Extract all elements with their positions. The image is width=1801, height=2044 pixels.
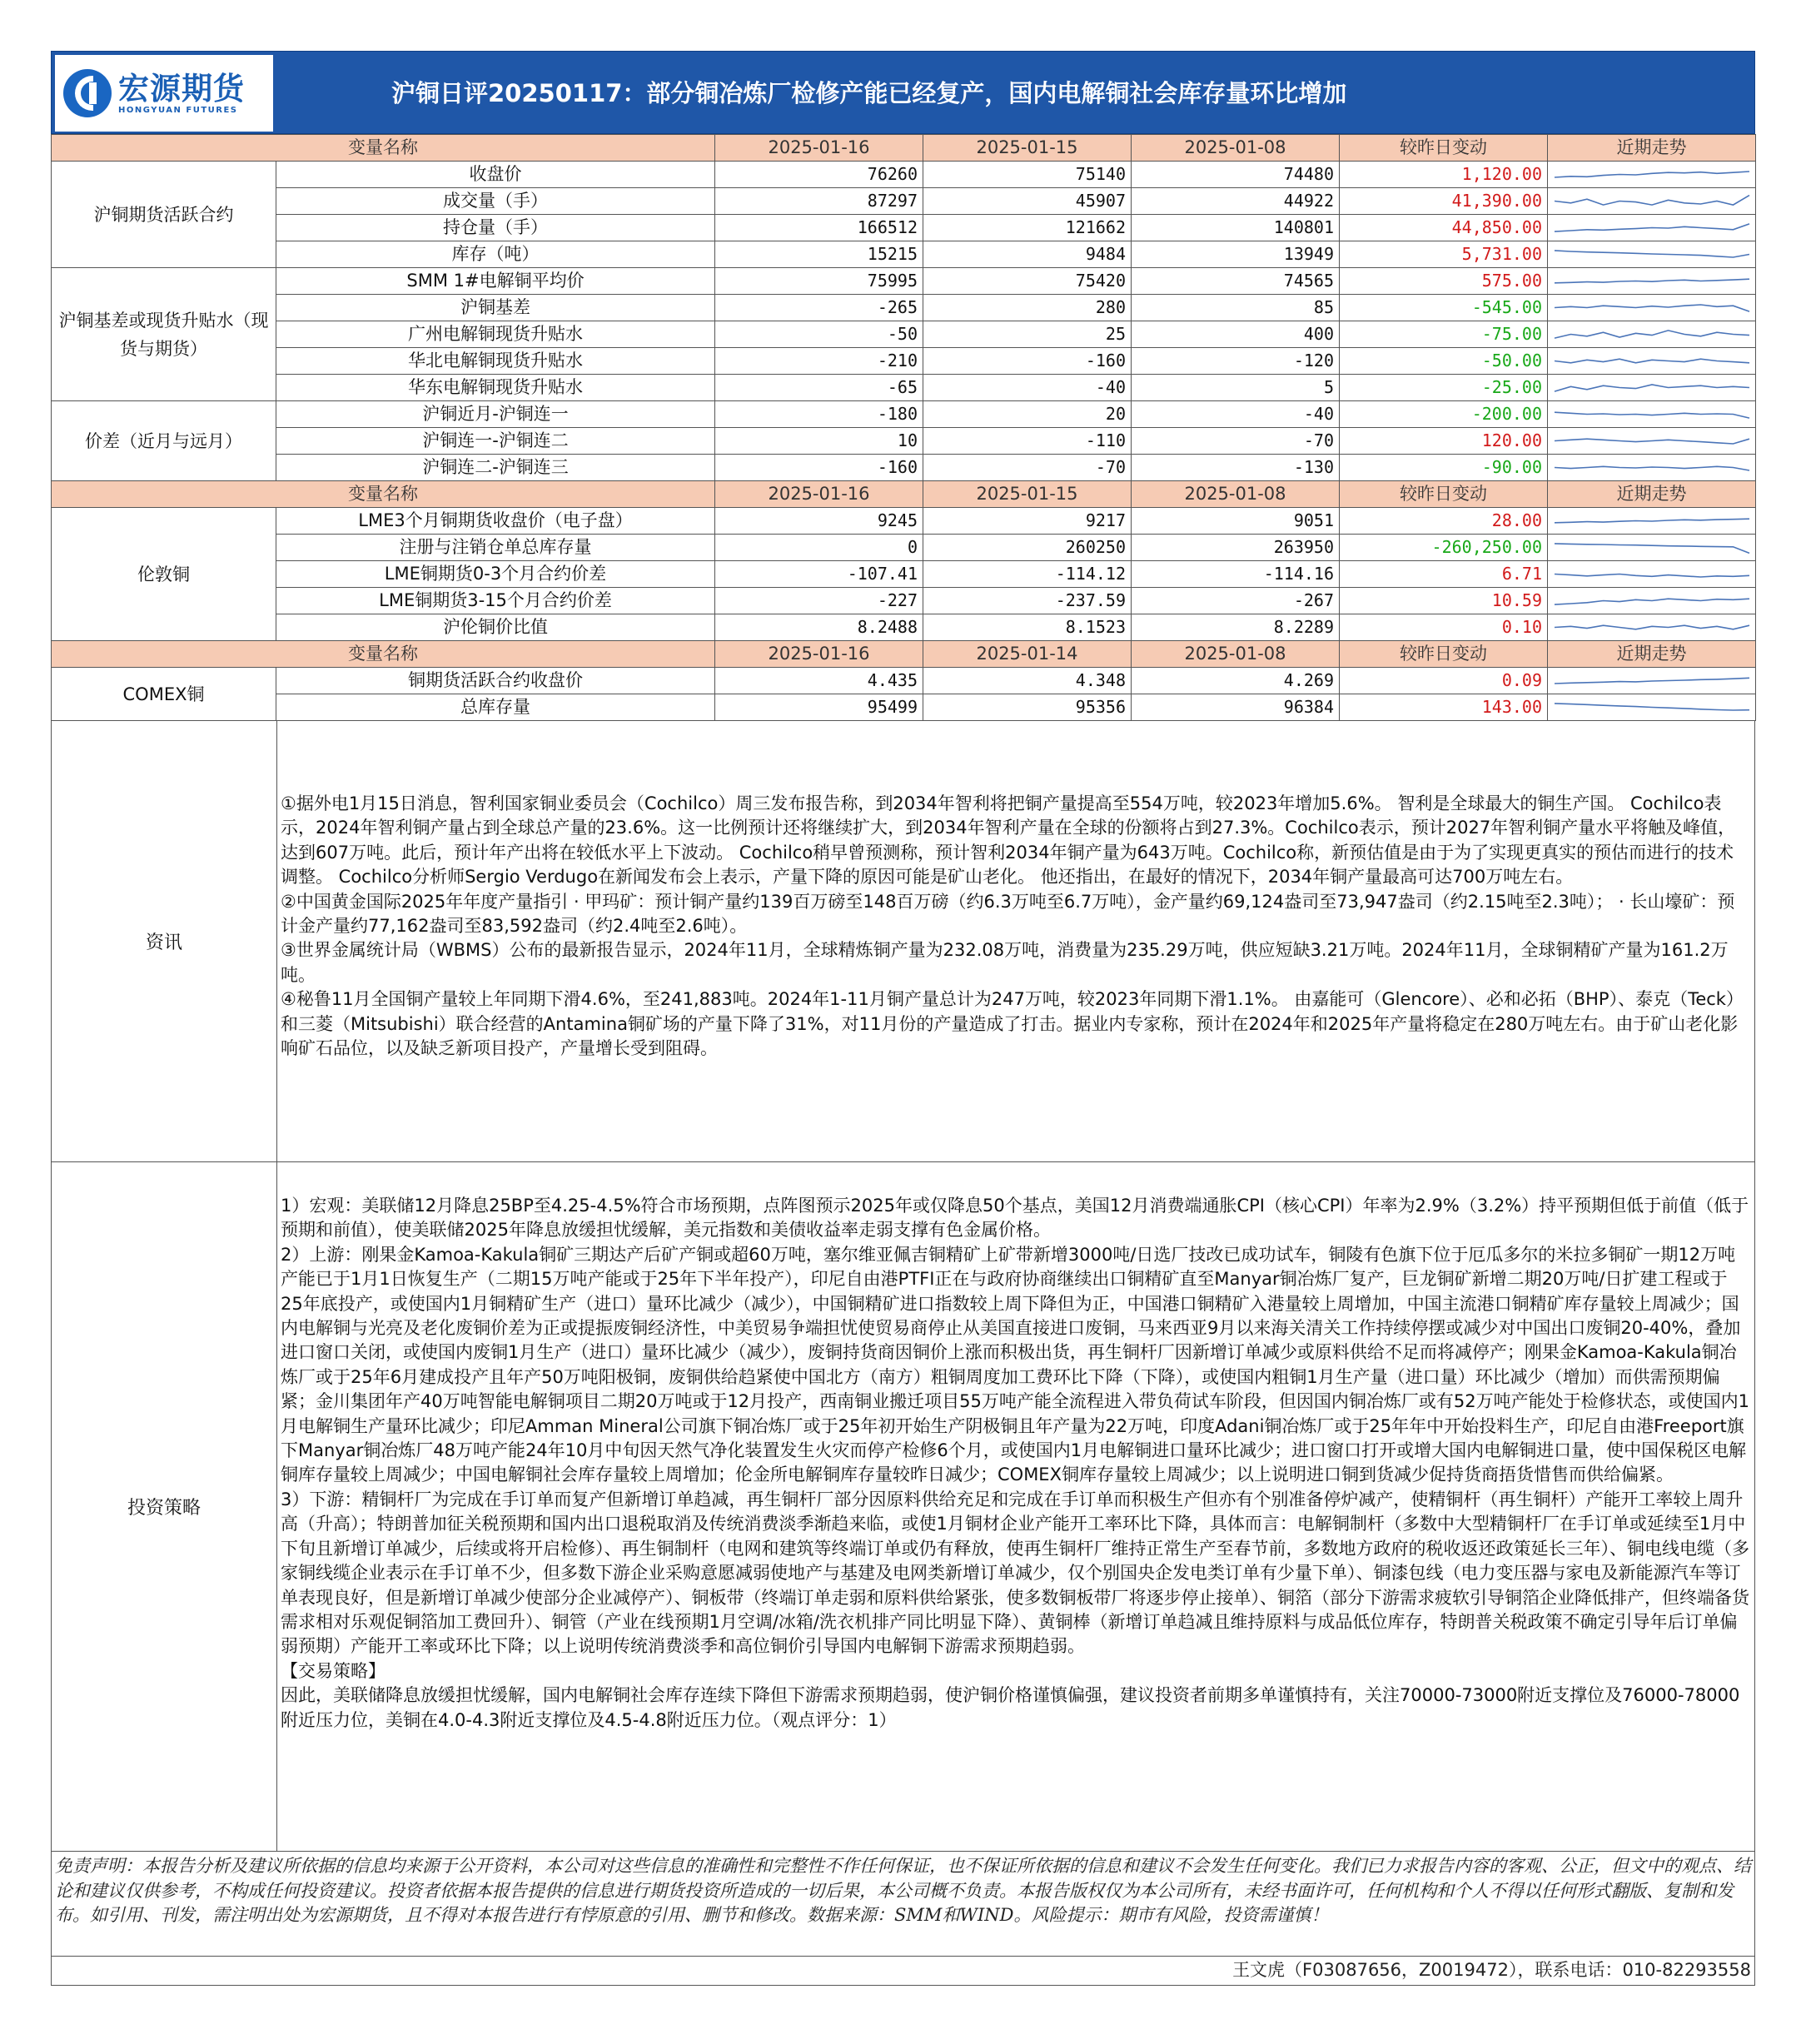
trend-sparkline xyxy=(1548,508,1756,534)
value-cell: 74565 xyxy=(1132,268,1340,295)
variable-name: 沪伦铜价比值 xyxy=(276,614,715,641)
trend-sparkline xyxy=(1548,241,1756,267)
value-cell: 5 xyxy=(1132,375,1340,401)
table-row xyxy=(52,614,1756,641)
trend-line xyxy=(1555,412,1749,418)
logo-name-en: HONGYUAN FUTURES xyxy=(118,105,238,115)
trend-line xyxy=(1555,439,1749,444)
value-cell: 4.435 xyxy=(715,668,923,694)
trend-sparkline xyxy=(1548,162,1756,187)
value-cell: 9484 xyxy=(923,241,1132,268)
variable-name: 华北电解铜现货升贴水 xyxy=(276,348,715,375)
value-cell: -107.41 xyxy=(715,561,923,588)
value-cell: 9217 xyxy=(923,508,1132,535)
paragraph: 因此，美联储降息放缓担忧缓解，国内电解铜社会库存连续下降但下游需求预期趋弱，使沪铜价格谨慎偏强，建议投资者前期多单谨慎持有，关注70000-73000附近支撑位及76000-78000附近压力位，美铜在4.0-4.3附近支撑位及4.5-4.8附近压力位。（观点评分：1） xyxy=(281,1685,1740,1730)
variable-name: 沪铜连一-沪铜连二 xyxy=(276,428,715,455)
value-cell: -160 xyxy=(715,455,923,481)
table-row xyxy=(52,428,1756,455)
sparkline-cell xyxy=(1548,321,1756,348)
variable-name: 沪铜基差 xyxy=(276,295,715,321)
trend-line xyxy=(1555,704,1749,710)
table-row xyxy=(52,188,1756,215)
trend-line xyxy=(1555,599,1749,604)
change-cell: 28.00 xyxy=(1340,508,1548,535)
header-cell: 较昨日变动 xyxy=(1340,135,1548,162)
value-cell: -50 xyxy=(715,321,923,348)
header-cell: 2025-01-14 xyxy=(923,641,1132,668)
trend-sparkline xyxy=(1548,321,1756,347)
strategy-section xyxy=(51,1162,1755,1852)
value-cell: 400 xyxy=(1132,321,1340,348)
sparkline-cell xyxy=(1548,295,1756,321)
change-cell: 143.00 xyxy=(1340,694,1548,721)
change-cell: -25.00 xyxy=(1340,375,1548,401)
table-row xyxy=(52,694,1756,721)
trend-line xyxy=(1555,678,1749,684)
header-cell: 较昨日变动 xyxy=(1340,481,1548,508)
header-cell: 2025-01-16 xyxy=(715,135,923,162)
value-cell: 44922 xyxy=(1132,188,1340,215)
variable-name: 广州电解铜现货升贴水 xyxy=(276,321,715,348)
value-cell: 8.1523 xyxy=(923,614,1132,641)
variable-name: 华东电解铜现货升贴水 xyxy=(276,375,715,401)
table-row xyxy=(52,455,1756,481)
value-cell: 8.2488 xyxy=(715,614,923,641)
value-cell: 85 xyxy=(1132,295,1340,321)
value-cell: 9051 xyxy=(1132,508,1340,535)
report-title: 沪铜日评20250117：部分铜冶炼厂检修产能已经复产，国内电解铜社会库存量环比增加 xyxy=(391,79,1347,107)
value-cell: 0 xyxy=(715,535,923,561)
table-row xyxy=(52,268,1756,295)
change-cell: 44,850.00 xyxy=(1340,215,1548,241)
table-row xyxy=(52,668,1756,694)
header-cell: 近期走势 xyxy=(1548,481,1756,508)
trend-sparkline xyxy=(1548,375,1756,400)
sparkline-cell xyxy=(1548,588,1756,614)
trend-sparkline xyxy=(1548,215,1756,241)
variable-name: 持仓量（手） xyxy=(276,215,715,241)
category-cell: COMEX铜 xyxy=(52,668,276,721)
table-row xyxy=(52,375,1756,401)
paragraph: 1）宏观：美联储12月降息25BP至4.25-4.5%符合市场预期，点阵图预示2025年或仅降息50个基点，美国12月消费端通胀CPI（核心CPI）年率为2.9%（3.2%）持平预期但低于前值（低于预期和前值），使美联储2025年降息放缓担忧缓解，美元指数和美债收益率走弱支撑有色金属价格。 xyxy=(281,1196,1749,1241)
change-cell: -545.00 xyxy=(1340,295,1548,321)
news-section xyxy=(51,721,1755,1162)
change-cell: -260,250.00 xyxy=(1340,535,1548,561)
table-row xyxy=(52,401,1756,428)
table-row xyxy=(52,321,1756,348)
trend-sparkline xyxy=(1548,401,1756,427)
value-cell: 10 xyxy=(715,428,923,455)
value-cell: 20 xyxy=(923,401,1132,428)
change-cell: 41,390.00 xyxy=(1340,188,1548,215)
variable-name: 沪铜近月-沪铜连一 xyxy=(276,401,715,428)
value-cell: 25 xyxy=(923,321,1132,348)
paragraph: 2）上游：刚果金Kamoa-Kakula铜矿三期达产后矿产铜或超60万吨，塞尔维亚佩吉铜精矿上矿带新增3000吨/日选厂技改已成功试车，铜陵有色旗下位于厄瓜多尔的米拉多铜矿一期12万吨产能已于1月1日恢复生产（二期15万吨产能或于25年下半年投产），印尼自由港PTFI正在与政府协商继续出口铜精矿直至Manyar铜冶炼厂复产，巨龙铜矿新增二期20万吨/日扩建工程或于25年底投产，或使国内1月铜精矿生产（进口）量环比减少（减少），中国铜精矿进口指数较上周下降但为正，中国港口铜精矿入港量较上周增加，中国主流港口铜精矿库存量较上周减少；国内电解铜与光亮及老化废铜价差为正或提振废铜经济性，中美贸易争端担忧使贸易商停止从美国直接进口废铜，马来西亚9月以来海关清关工作持续停摆或减少对中国出口废铜20-40%，叠加进口窗口关闭，或使国内废铜1月生产（进口）量环比减少（减少），废铜持货商因铜价上涨而积极出货，再生铜杆厂因新增订单减少或原料供给不足而将减停产；刚果金Kamoa-Kakula铜冶炼厂或于25年6月建成投产且年产50万吨阳极铜，废铜供给趋紧使中国北方（南方）粗铜周度加工费环比下降（下降），或使国内粗铜1月生产量（进口量）环比减少（增加）而供需预期偏紧；金川集团年产40万吨智能电解铜项目二期20万吨或于12月投产，西南铜业搬迁项目55万吨产能全流程进入带负荷试车阶段，但因国内铜冶炼厂或有52万吨产能处于检修状态，或使国内1月电解铜生产量环比减少；印尼Amman Mineral公司旗下铜冶炼厂或于25年初开始生产阴极铜且年产量为22万吨，印度Adani铜冶炼厂或于25年年中开始投料生产，印尼自由港Freeport旗下Manyar铜冶炼厂48万吨产能24年10月中旬因天然气净化装置发生火灾而停产检修6个月，或使国内1月电解铜进口量环比减少；进口窗口打开或增大国内电解铜进口量，使中国保税区电解铜库存量较上周减少；中国电解铜社会库存量较上周增加；伦金所电解铜库存量较昨日减少；COMEX铜库存量较上周减少；以上说明进口铜到货减少促持货商捂货惜售而供给偏紧。 xyxy=(281,1244,1749,1485)
value-cell: -237.59 xyxy=(923,588,1132,614)
value-cell: 95356 xyxy=(923,694,1132,721)
trend-line xyxy=(1555,544,1749,554)
value-cell: -130 xyxy=(1132,455,1340,481)
trend-sparkline xyxy=(1548,668,1756,694)
value-cell: 45907 xyxy=(923,188,1132,215)
header-cell: 变量名称 xyxy=(52,135,715,162)
table-row xyxy=(52,348,1756,375)
logo-name-cn: 宏源期货 xyxy=(118,70,245,107)
header-cell: 2025-01-16 xyxy=(715,481,923,508)
variable-name: 库存（吨） xyxy=(276,241,715,268)
header-cell: 2025-01-08 xyxy=(1132,135,1340,162)
value-cell: 74480 xyxy=(1132,162,1340,188)
sparkline-cell xyxy=(1548,614,1756,641)
header-cell: 2025-01-08 xyxy=(1132,641,1340,668)
value-cell: 121662 xyxy=(923,215,1132,241)
category-cell: 价差（近月与远月） xyxy=(52,401,276,481)
paragraph: ③世界金属统计局（WBMS）公布的最新报告显示，2024年11月，全球精炼铜产量为232.08万吨，消费量为235.29万吨，供应短缺3.21万吨。2024年11月，全球铜精矿产量为161.2万吨。 xyxy=(281,940,1729,985)
sparkline-cell xyxy=(1548,188,1756,215)
sparkline-cell xyxy=(1548,535,1756,561)
header-cell: 较昨日变动 xyxy=(1340,641,1548,668)
header-cell: 近期走势 xyxy=(1548,135,1756,162)
value-cell: 263950 xyxy=(1132,535,1340,561)
change-cell: 0.10 xyxy=(1340,614,1548,641)
value-cell: 4.269 xyxy=(1132,668,1340,694)
value-cell: -120 xyxy=(1132,348,1340,375)
trend-sparkline xyxy=(1548,694,1756,720)
value-cell: 75420 xyxy=(923,268,1132,295)
variable-name: 注册与注销仓单总库存量 xyxy=(276,535,715,561)
news-text xyxy=(281,792,1749,1061)
trend-line xyxy=(1555,251,1749,257)
variable-name: 总库存量 xyxy=(276,694,715,721)
trend-sparkline xyxy=(1548,535,1756,560)
value-cell: 87297 xyxy=(715,188,923,215)
table-header-row xyxy=(52,135,1756,162)
table-row xyxy=(52,295,1756,321)
data-table xyxy=(51,134,1756,721)
value-cell: -265 xyxy=(715,295,923,321)
trend-sparkline xyxy=(1548,561,1756,587)
table-header-row xyxy=(52,641,1756,668)
change-cell: 575.00 xyxy=(1340,268,1548,295)
trend-line xyxy=(1555,279,1749,283)
table-header-row xyxy=(52,481,1756,508)
header-cell: 近期走势 xyxy=(1548,641,1756,668)
change-cell: -50.00 xyxy=(1340,348,1548,375)
paragraph: 【交易策略】 xyxy=(281,1660,386,1681)
trend-line xyxy=(1555,466,1749,470)
paragraph: ①据外电1月15日消息，智利国家铜业委员会（Cochilco）周三发布报告称，到2034年智利将把铜产量提高至554万吨，较2023年增加5.6%。 智利是全球最大的铜生产国。 Cochilco表示，2024年智利铜产量占到全球总产量的23.6%。这一比例预计还将继续扩大，到2034年智利产量在全球的份额将占到27.3%。Cochilco表示，预计2027年智利铜产量水平将触及峰值，达到607万吨。此后，预计年产出将在较低水平上下波动。 Cochilco稍早曾预测称，预计智利2034年铜产量为643万吨。Cochilco称，新预估值是由于为了实现更真实的预估而进行的技术调整。 Cochilco分析师Sergio Verdugo在新闻发布会上表示，产量下降的原因可能是矿山老化。 他还指出，在最好的情况下，2034年铜产量最高可达700万吨左右。 xyxy=(281,793,1736,888)
trend-line xyxy=(1555,331,1749,338)
trend-line xyxy=(1555,519,1749,523)
table-row xyxy=(52,241,1756,268)
value-cell: -114.12 xyxy=(923,561,1132,588)
value-cell: -114.16 xyxy=(1132,561,1340,588)
change-cell: 10.59 xyxy=(1340,588,1548,614)
value-cell: 13949 xyxy=(1132,241,1340,268)
trend-line xyxy=(1555,359,1749,363)
variable-name: 收盘价 xyxy=(276,162,715,188)
paragraph: ④秘鲁11月全国铜产量较上年同期下滑4.6%，至241,883吨。2024年1-11月铜产量总计为247万吨，较2023年同期下滑1.1%。 由嘉能可（Glencore）、必和必拓（BHP）、泰克（Teck）和三菱（Mitsubishi）联合经营的Antamina铜矿场的产量下降了31%，对11月份的产量造成了打击。据业内专家称，预计在2024年和2025年产量将稳定在280万吨左右。由于矿山老化影响矿石品位，以及缺乏新项目投产，产量增长受到阻碍。 xyxy=(281,989,1744,1059)
trend-sparkline xyxy=(1548,268,1756,294)
strategy-text xyxy=(281,1194,1749,1733)
sparkline-cell xyxy=(1548,162,1756,188)
sparkline-cell xyxy=(1548,401,1756,428)
news-label: 资讯 xyxy=(52,721,277,1161)
category-cell: 伦敦铜 xyxy=(52,508,276,641)
value-cell: 280 xyxy=(923,295,1132,321)
header-cell: 2025-01-16 xyxy=(715,641,923,668)
category-cell: 沪铜期货活跃合约 xyxy=(52,162,276,268)
trend-line xyxy=(1555,305,1749,311)
strategy-label: 投资策略 xyxy=(52,1162,277,1851)
trend-line xyxy=(1555,625,1749,629)
value-cell: 96384 xyxy=(1132,694,1340,721)
sparkline-cell xyxy=(1548,348,1756,375)
table-row xyxy=(52,508,1756,535)
value-cell: -180 xyxy=(715,401,923,428)
header-cell: 2025-01-15 xyxy=(923,481,1132,508)
trend-sparkline xyxy=(1548,588,1756,614)
change-cell: 0.09 xyxy=(1340,668,1548,694)
variable-name: LME3个月铜期货收盘价（电子盘） xyxy=(276,508,715,535)
change-cell: -200.00 xyxy=(1340,401,1548,428)
value-cell: -70 xyxy=(1132,428,1340,455)
value-cell: 8.2289 xyxy=(1132,614,1340,641)
value-cell: -227 xyxy=(715,588,923,614)
change-cell: 120.00 xyxy=(1340,428,1548,455)
sparkline-cell xyxy=(1548,508,1756,535)
sparkline-cell xyxy=(1548,215,1756,241)
variable-name: LME铜期货3-15个月合约价差 xyxy=(276,588,715,614)
header-cell: 变量名称 xyxy=(52,641,715,668)
table-row xyxy=(52,162,1756,188)
trend-sparkline xyxy=(1548,614,1756,640)
variable-name: 沪铜连二-沪铜连三 xyxy=(276,455,715,481)
sparkline-cell xyxy=(1548,561,1756,588)
change-cell: -75.00 xyxy=(1340,321,1548,348)
sparkline-cell xyxy=(1548,268,1756,295)
paragraph: ②中国黄金国际2025年年度产量指引 · 甲玛矿：预计铜产量约139百万磅至148百万磅（约6.3万吨至6.7万吨），金产量约69,124盎司至73,947盎司（约2.15吨至2.3吨）； · 长山壕矿：预计金产量约77,162盎司至83,592盎司（约2.4吨至2.6吨）。 xyxy=(281,891,1735,937)
header-cell: 变量名称 xyxy=(52,481,715,508)
value-cell: -70 xyxy=(923,455,1132,481)
disclaimer: 免责声明：本报告分析及建议所依据的信息均来源于公开资料，本公司对这些信息的准确性和完整性不作任何保证，也不保证所依据的信息和建议不会发生任何变化。我们已力求报告内容的客观、公正，但文中的观点、结论和建议仅供参考，不构成任何投资建议。投资者依据本报告提供的信息进行期货投资所造成的一切后果，本公司概不负责。本报告版权仅为本公司所有，未经书面许可，任何机构和个人不得以任何形式翻版、复制和发布。如引用、刊发，需注明出处为宏源期货，且不得对本报告进行有悖原意的引用、删节和修改。数据来源：SMM和WIND。风险提示：期市有风险，投资需谨慎！ xyxy=(51,1852,1755,1957)
value-cell: 260250 xyxy=(923,535,1132,561)
value-cell: 166512 xyxy=(715,215,923,241)
header-cell: 2025-01-15 xyxy=(923,135,1132,162)
trend-sparkline xyxy=(1548,428,1756,454)
table-row xyxy=(52,588,1756,614)
trend-line xyxy=(1555,172,1749,177)
trend-line xyxy=(1555,224,1749,231)
logo-emblem-icon xyxy=(63,69,112,117)
value-cell: -40 xyxy=(923,375,1132,401)
value-cell: 75140 xyxy=(923,162,1132,188)
trend-sparkline xyxy=(1548,188,1756,214)
value-cell: -110 xyxy=(923,428,1132,455)
sparkline-cell xyxy=(1548,455,1756,481)
trend-line xyxy=(1555,385,1749,391)
trend-line xyxy=(1555,196,1749,206)
variable-name: 铜期货活跃合约收盘价 xyxy=(276,668,715,694)
trend-sparkline xyxy=(1548,295,1756,321)
value-cell: 75995 xyxy=(715,268,923,295)
category-cell: 沪铜基差或现货升贴水（现货与期货） xyxy=(52,268,276,401)
analyst-contact: 王文虎（F03087656，Z0019472），联系电话：010-82293558 xyxy=(51,1957,1755,1986)
table-row xyxy=(52,215,1756,241)
sparkline-cell xyxy=(1548,694,1756,721)
sparkline-cell xyxy=(1548,375,1756,401)
report-sheet xyxy=(51,51,1755,1986)
value-cell: -40 xyxy=(1132,401,1340,428)
variable-name: LME铜期货0-3个月合约价差 xyxy=(276,561,715,588)
variable-name: SMM 1#电解铜平均价 xyxy=(276,268,715,295)
value-cell: 140801 xyxy=(1132,215,1340,241)
value-cell: -210 xyxy=(715,348,923,375)
table-row xyxy=(52,535,1756,561)
change-cell: 6.71 xyxy=(1340,561,1548,588)
value-cell: 76260 xyxy=(715,162,923,188)
variable-name: 成交量（手） xyxy=(276,188,715,215)
change-cell: 5,731.00 xyxy=(1340,241,1548,268)
change-cell: 1,120.00 xyxy=(1340,162,1548,188)
value-cell: 15215 xyxy=(715,241,923,268)
value-cell: 4.348 xyxy=(923,668,1132,694)
value-cell: -160 xyxy=(923,348,1132,375)
change-cell: -90.00 xyxy=(1340,455,1548,481)
value-cell: 95499 xyxy=(715,694,923,721)
sparkline-cell xyxy=(1548,428,1756,455)
company-logo xyxy=(55,55,273,132)
paragraph: 3）下游：精铜杆厂为完成在手订单而复产但新增订单趋减，再生铜杆厂部分因原料供给充足和完成在手订单而积极生产但亦有个别准备停炉减产，使精铜杆（再生铜杆）产能开工率较上周升高（升高）；特朗普加征关税预期和国内出口退税取消及传统消费淡季渐趋来临，或使1月铜材企业产能开工率环比下降，具体而言：电解铜制杆（多数中大型精铜杆厂在手订单或延续至1月中下旬且新增订单减少，后续或将开启检修）、再生铜制杆（电网和建筑等终端订单或仍有释放，使再生铜杆厂维持正常生产至春节前，多数地方政府的税收返还政策延长三年）、铜电线电缆（多家铜线缆企业表示在手订单不少，但多数下游企业采购意愿减弱使地产与基建及电网类新增订单减少，仅个别国央企发电类订单有少量下单）、铜漆包线（电力变压器与家电及新能源汽车等订单表现良好，但是新增订单减少使部分企业减停产）、铜板带（终端订单走弱和原料供给紧张，使多数铜板带厂将逐步停止接单）、铜箔（部分下游需求疲软引导铜箔企业降低排产，但终端备货需求相对乐观促铜箔加工费回升）、铜管（产业在线预期1月空调/冰箱/洗衣机排产同比明显下降）、黄铜棒（新增订单趋减且维持原料与成品低位库存，特朗普关税政策不确定引导年后订单偏弱预期）产能开工率或环比下降；以上说明传统消费淡季和高位铜价引导国内电解铜下游需求预期趋弱。 xyxy=(281,1489,1749,1657)
trend-sparkline xyxy=(1548,348,1756,374)
table-row xyxy=(52,561,1756,588)
sparkline-cell xyxy=(1548,241,1756,268)
trend-line xyxy=(1555,574,1749,578)
value-cell: -267 xyxy=(1132,588,1340,614)
value-cell: 9245 xyxy=(715,508,923,535)
trend-sparkline xyxy=(1548,455,1756,480)
report-header xyxy=(51,51,1755,134)
sparkline-cell xyxy=(1548,668,1756,694)
header-cell: 2025-01-08 xyxy=(1132,481,1340,508)
value-cell: -65 xyxy=(715,375,923,401)
